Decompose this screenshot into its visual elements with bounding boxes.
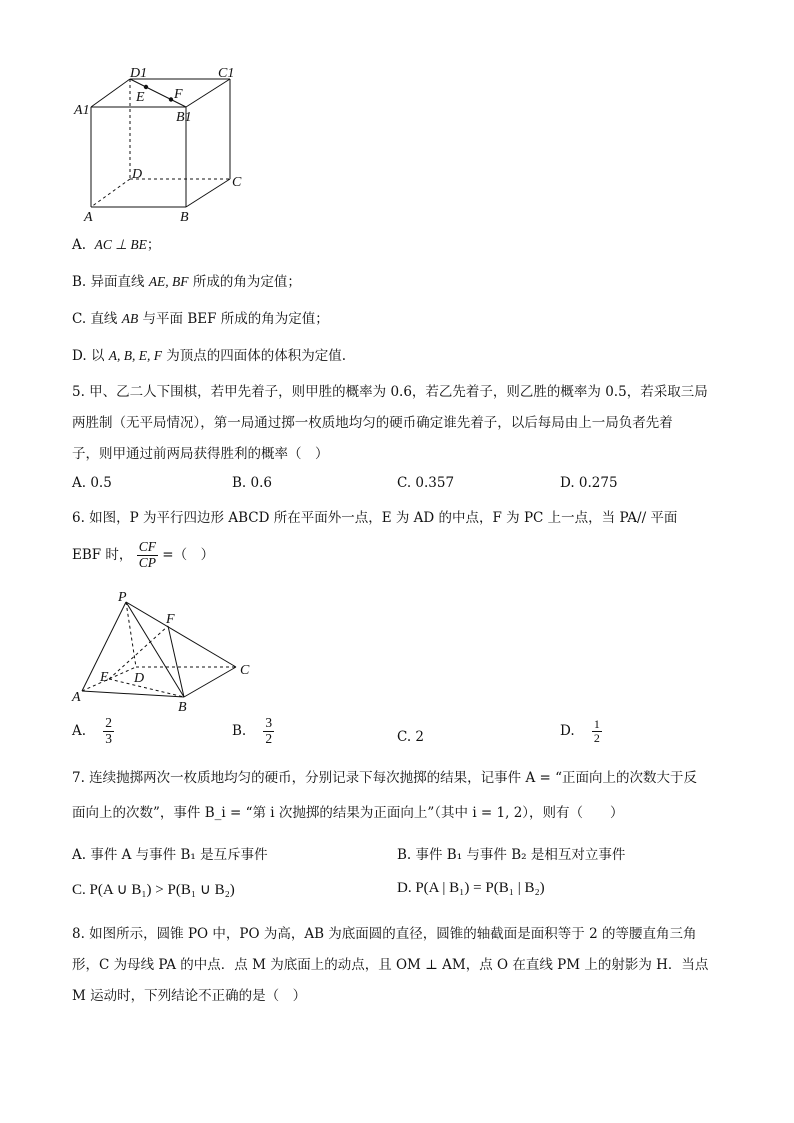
label-c: C (232, 175, 242, 190)
q5-line-1: 5. 甲、乙二人下围棋，若甲先着子，则甲胜的概率为 0.6，若乙先着子，则乙胜的概率为 0.5，若采取三局 (72, 384, 708, 400)
q4-option-b[interactable]: B. 异面直线 AE, BF 所成的角为定值； (72, 274, 301, 290)
q6-option-b[interactable]: B. $\frac{3}{2}$ (232, 715, 273, 746)
label-d1: D1 (130, 66, 148, 81)
q6-line-2: EBF 时， $\frac{CF}{CP}$ =（ ） (72, 539, 215, 570)
q5-option-d[interactable]: D. 0.275 (560, 475, 618, 491)
q7-line-1: 7. 连续抛掷两次一枚质地均匀的硬币，分别记录下每次抛掷的结果，记事件 A = “正面向上的次数大于反 (72, 770, 698, 786)
q7-option-d[interactable]: D. P(A | B₁) = P(B₁ | B₂) (397, 880, 545, 896)
q7-option-a[interactable]: A. 事件 A 与事件 B₁ 是互斥事件 (72, 847, 268, 863)
q5-option-c[interactable]: C. 0.357 (397, 475, 455, 491)
q4-option-c[interactable]: C. 直线 AB 与平面 BEF 所成的角为定值； (72, 311, 329, 327)
label-a: A (84, 210, 93, 225)
label-d: D (132, 167, 143, 182)
cube-figure (70, 62, 250, 227)
label-a1: A1 (74, 103, 90, 118)
q6-option-c[interactable]: C. 2 (397, 729, 425, 745)
label-b: B (178, 700, 187, 715)
q6-line-1: 6. 如图，P 为平行四边形 ABCD 所在平面外一点，E 为 AD 的中点，F 为 PC 上一点，当 PA// 平面 (72, 510, 678, 526)
label-c: C (240, 663, 250, 678)
q5-option-a[interactable]: A. 0.5 (72, 475, 112, 491)
q7-line-2: 面向上的次数”，事件 B_i = “第 i 次抛掷的结果为正面向上”（其中 i = 1, 2），则有（ ） (72, 805, 624, 821)
q7-option-c[interactable]: C. P(A ∪ B₁) > P(B₁ ∪ B₂) (72, 882, 235, 898)
point-e (144, 85, 148, 89)
q6-option-d[interactable]: D. $\frac{1}{2}$ (560, 717, 600, 746)
point-f (169, 97, 173, 101)
q4-option-a[interactable]: A. AC ⊥ BE； (72, 237, 161, 253)
q7-option-b[interactable]: B. 事件 B₁ 与事件 B₂ 是相互对立事件 (397, 847, 626, 863)
label-e: E (100, 670, 109, 685)
label-f: F (166, 612, 175, 627)
q6-ratio-fraction: $\frac{CF}{CP}$ (138, 539, 156, 570)
label-d: D (134, 671, 145, 686)
pyramid-figure (68, 590, 268, 715)
q8-line-3: M 运动时，下列结论不正确的是（ ） (72, 988, 307, 1004)
q5-line-3: 子，则甲通过前两局获得胜利的概率（ ） (72, 446, 329, 462)
q5-option-b[interactable]: B. 0.6 (232, 475, 272, 491)
q6-option-a[interactable]: A. $\frac{2}{3}$ (72, 715, 112, 746)
label-e: E (136, 90, 145, 105)
q4-option-d[interactable]: D. 以 A, B, E, F 为顶点的四面体的体积为定值. (72, 348, 347, 364)
q8-line-1: 8. 如图所示，圆锥 PO 中，PO 为高，AB 为底面圆的直径，圆锥的轴截面是面积等于 2 的等腰直角三角 (72, 926, 697, 942)
label-c1: C1 (218, 66, 235, 81)
label-b1: B1 (176, 110, 192, 125)
label-p: P (118, 590, 127, 605)
label-f: F (174, 87, 183, 102)
label-b: B (180, 210, 189, 225)
q8-line-2: 形，C 为母线 PA 的中点．点 M 为底面上的动点，且 OM ⊥ AM，点 O 在直线 PM 上的射影为 H．当点 (72, 957, 709, 973)
q5-line-2: 两胜制（无平局情况），第一局通过掷一枚质地均匀的硬币确定谁先着子，以后每局由上一局负者先着 (72, 415, 673, 431)
label-a: A (72, 690, 81, 705)
